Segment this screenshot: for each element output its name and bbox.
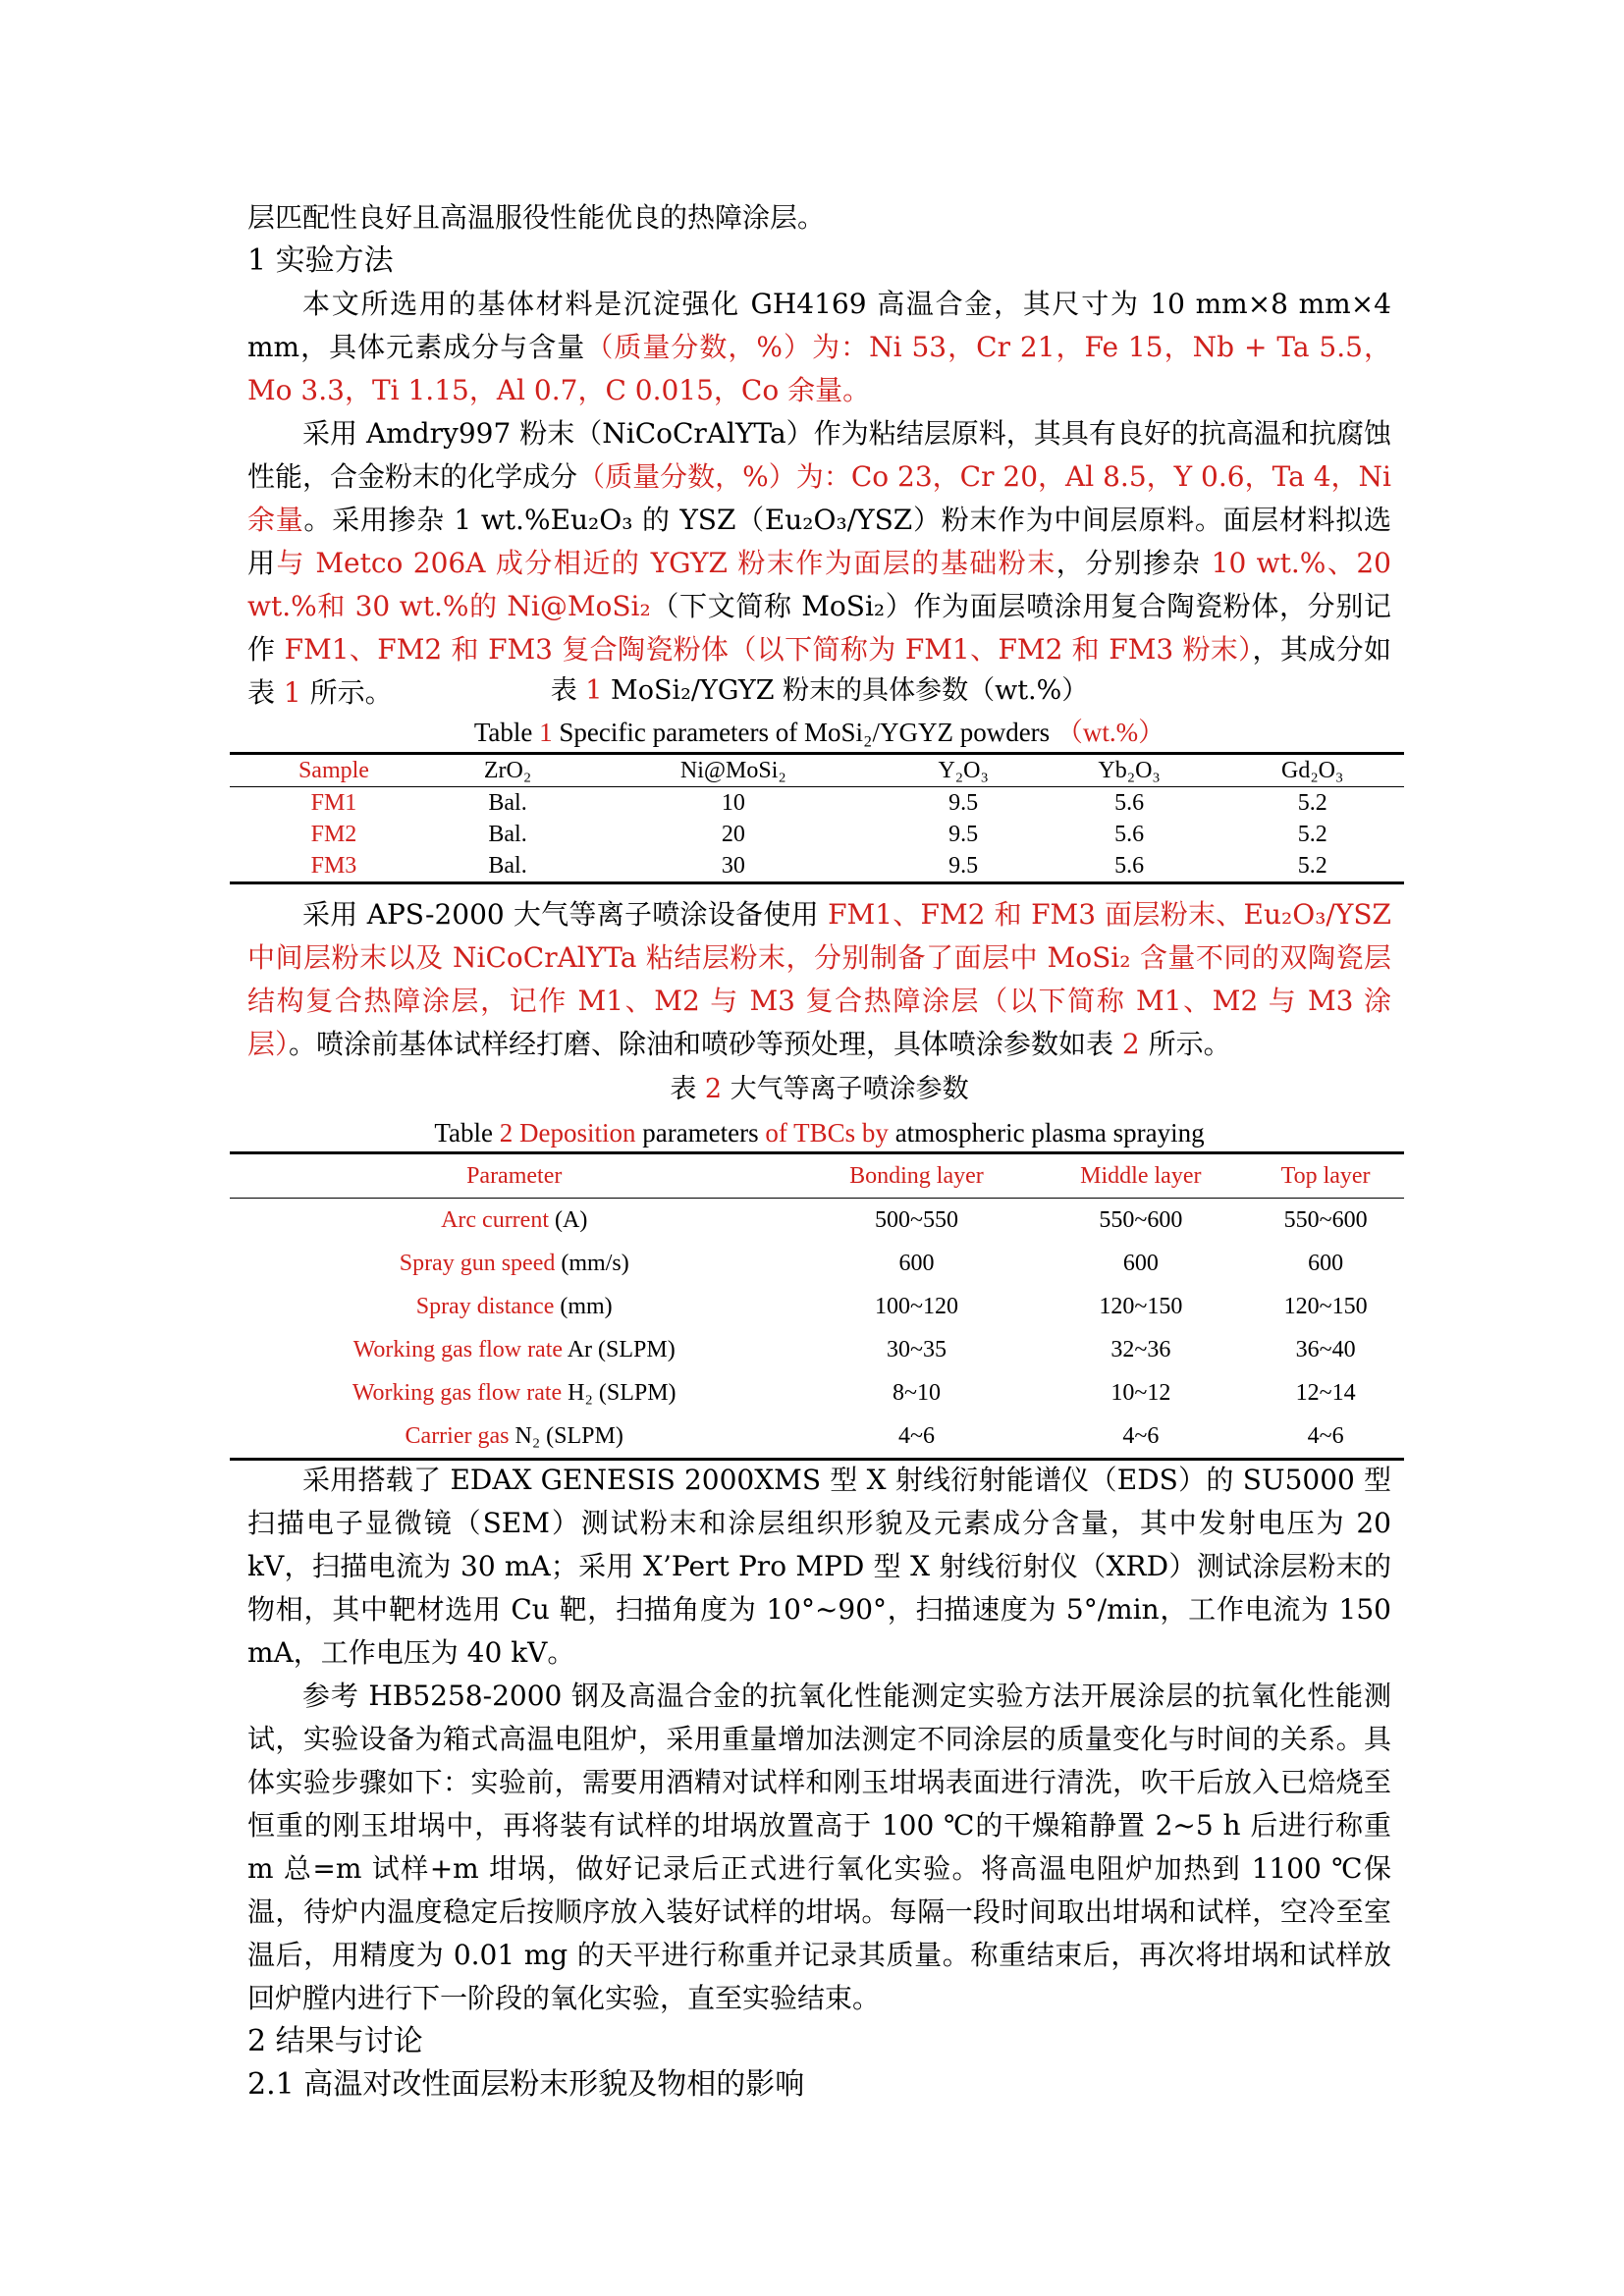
- table-row: [230, 1328, 1404, 1371]
- paragraph-powders-part: （下文简称 MoSi₂）作为面层喷涂用复合陶瓷粉体，分别记作: [247, 590, 1391, 666]
- table-header-cell: Parameter: [466, 1162, 563, 1189]
- paragraph-powders-part: （质量分数，%）为：Co 23，Cr 20，Al 8.5，Y 0.6，Ta 4，Ni 余量: [247, 460, 1391, 536]
- paragraph-powders-part: 。采用掺杂 1 wt.%Eu₂O₃ 的 YSZ（Eu₂O₃/YSZ）粉末作为中间层原料。面层材料拟选用: [247, 504, 1391, 579]
- caption-text: Specific parameters of MoSi₂/YGYZ powders: [552, 718, 1056, 747]
- table-row: [230, 850, 1404, 883]
- table-header-row: [230, 1153, 1404, 1199]
- table-cell: FM1: [310, 789, 357, 816]
- table-header-row: [230, 754, 1404, 787]
- param-unit: N₂ (SLPM): [509, 1422, 623, 1449]
- table-row: [230, 1285, 1404, 1328]
- table-1: [230, 752, 1404, 884]
- param-unit: Ar (SLPM): [563, 1336, 676, 1362]
- param-label: Working gas flow rate: [352, 1336, 564, 1362]
- paragraph-substrate: [247, 283, 1391, 412]
- table-cell: 9.5: [948, 789, 979, 816]
- caption-text: parameters: [635, 1118, 766, 1148]
- table-row: [230, 819, 1404, 850]
- table-cell: 600: [898, 1250, 935, 1276]
- table-cell: [230, 1285, 798, 1328]
- caption-text: Table: [434, 1118, 500, 1148]
- table-cell: 8~10: [892, 1379, 941, 1406]
- paragraph-powders-part: 所示。: [300, 676, 393, 709]
- caption-text: atmospheric plasma spraying: [888, 1118, 1205, 1148]
- caption-unit: （wt.%）: [1056, 718, 1165, 747]
- table-cell: 4~6: [1122, 1422, 1160, 1449]
- table-header-cell: Middle layer: [1080, 1162, 1202, 1189]
- table-cell: 500~550: [874, 1206, 958, 1233]
- section-2-1-heading: 2.1 高温对改性面层粉末形貌及物相的影响: [247, 2067, 805, 2102]
- table-cell: [230, 1415, 798, 1460]
- section-2-heading: 2 结果与讨论: [247, 2024, 423, 2058]
- table-cell: 10~12: [1110, 1379, 1171, 1406]
- table-cell: 30: [721, 852, 745, 879]
- paragraph-powders: [247, 412, 1391, 715]
- table-row: [230, 787, 1404, 820]
- table-row: [230, 1415, 1404, 1460]
- table-cell: 5.2: [1297, 852, 1327, 879]
- caption-text: 2 Deposition: [499, 1118, 636, 1148]
- table-2-caption-en: [247, 1113, 1391, 1152]
- table-cell: 30~35: [886, 1336, 947, 1362]
- paragraph-deposition-part: 所示。: [1139, 1028, 1231, 1060]
- param-label: Carrier gas: [405, 1422, 510, 1449]
- table-cell: [230, 1328, 798, 1371]
- table-cell: 10: [721, 789, 745, 816]
- caption-number: 1: [585, 675, 603, 706]
- caption-text: Table: [473, 718, 540, 747]
- intro-tail: 层匹配性良好且高温服役性能优良的热障涂层。: [247, 201, 826, 234]
- caption-number: 1: [539, 718, 553, 747]
- table-cell: 600: [1122, 1250, 1159, 1276]
- table-cell: Bal.: [488, 821, 527, 847]
- table-2-caption-cn: [247, 1070, 1391, 1109]
- table-2: [230, 1151, 1404, 1461]
- paragraph-characterization: 采用搭载了 EDAX GENESIS 2000XMS 型 X 射线衍射能谱仪（EDS）的 SU5000 型扫描电子显微镜（SEM）测试粉末和涂层组织形貌及元素成分含量，其中发射电压为 20 kV，扫描电流为 30 mA；采用 X’Pert Pro MPD 型 X 射线衍射仪（XRD）测试涂层粉末的物相，其中靶材选用 Cu 靶，扫描角度为 10°~90°，扫描速度为 5°/min，工作电流为 150 mA，工作电压为 40 kV。: [247, 1464, 1391, 1669]
- table-cell: 550~600: [1283, 1206, 1368, 1233]
- paragraph-powders-part: 采用 Amdry997 粉末（NiCoCrAlYTa）作为粘结层原料，其具有良好的抗高温和抗腐蚀性能，合金粉末的化学成分: [247, 417, 1391, 493]
- paragraph-deposition-part: 2: [1113, 1028, 1140, 1060]
- table-cell: 32~36: [1110, 1336, 1171, 1362]
- param-unit: H₂ (SLPM): [562, 1379, 677, 1406]
- paragraph-substrate-text: 本文所选用的基体材料是沉淀强化 GH4169 高温合金，其尺寸为 10 mm×8 mm×4 mm，具体元素成分与含量: [247, 288, 1391, 363]
- paragraph-deposition: [247, 893, 1391, 1066]
- paragraph-deposition-part: 。喷涂前基体试样经打磨、除油和喷砂等预处理，具体喷涂参数如表: [289, 1028, 1114, 1060]
- caption-text: 表: [550, 675, 586, 706]
- param-label: Working gas flow rate: [352, 1379, 563, 1406]
- param-unit: (mm/s): [555, 1250, 629, 1276]
- section-1-heading: 1 实验方法: [247, 243, 394, 278]
- table-header-cell: Sample: [298, 757, 369, 783]
- param-label: Spray gun speed: [399, 1250, 556, 1276]
- paragraph-powders-part: FM1、FM2 和 FM3 复合陶瓷粉体（以下简称为 FM1、FM2 和 FM3 粉末）: [275, 633, 1253, 666]
- paragraph-powders-part: ，分别掺杂: [1056, 547, 1202, 579]
- paragraph-oxidation-test: 参考 HB5258-2000 钢及高温合金的抗氧化性能测定实验方法开展涂层的抗氧化性能测试，实验设备为箱式高温电阻炉，采用重量增加法测定不同涂层的质量变化与时间的关系。具体实验步骤如下：实验前，需要用酒精对试样和刚玉坩埚表面进行清洗，吹干后放入已焙烧至恒重的刚玉坩埚中，再将装有试样的坩埚放置高于 100 ℃的干燥箱静置 2~5 h 后进行称重 m 总=m 试样+m 坩埚，做好记录后正式进行氧化实验。将高温电阻炉加热到 1100 ℃保温，待炉内温度稳定后按顺序放入装好试样的坩埚。每隔一段时间取出坩埚和试样，空冷至室温后，用精度为 0.01 mg 的天平进行称重并记录其质量。称重结束后，再次将坩埚和试样放回炉膛内进行下一阶段的氧化实验，直至实验结束。: [247, 1680, 1391, 2014]
- methods-block: [247, 1459, 1391, 2107]
- table-cell: [230, 1199, 798, 1243]
- table-cell: 5.6: [1114, 821, 1145, 847]
- table-cell: FM2: [310, 821, 357, 847]
- table-cell: 5.6: [1114, 852, 1145, 879]
- table-header-cell: Ni@MoSi₂: [679, 757, 786, 783]
- caption-text: of TBCs by: [765, 1118, 889, 1148]
- table-cell: Bal.: [488, 852, 527, 879]
- table-row: [230, 1242, 1404, 1285]
- table-cell: 100~120: [874, 1293, 958, 1319]
- table-row: [230, 1199, 1404, 1243]
- table-1-caption-cn: [247, 671, 1391, 711]
- intro-block: [247, 196, 1391, 715]
- table-1-caption-en: [247, 713, 1391, 752]
- table-header-cell: Top layer: [1280, 1162, 1371, 1189]
- deposition-block: [247, 893, 1391, 1066]
- table-cell: 5.2: [1297, 789, 1327, 816]
- table-cell: [230, 1371, 798, 1415]
- caption-number: 2: [704, 1074, 723, 1104]
- table-cell: 20: [721, 821, 745, 847]
- table-cell: 36~40: [1295, 1336, 1356, 1362]
- table-cell: 5.2: [1297, 821, 1327, 847]
- caption-text: 大气等离子喷涂参数: [722, 1074, 969, 1104]
- table-header-cell: Y₂O₃: [938, 757, 989, 783]
- caption-text: MoSi₂/YGYZ 粉末的具体参数（wt.%）: [602, 675, 1089, 706]
- paragraph-substrate-composition: （质量分数，%）为：Ni 53，Cr 21，Fe 15，Nb + Ta 5.5，Mo 3.3，Ti 1.15，Al 0.7，C 0.015，Co 余量。: [247, 331, 1391, 406]
- table-header-cell: Yb₂O₃: [1098, 757, 1161, 783]
- table-cell: FM3: [310, 852, 357, 879]
- table-row: [230, 1371, 1404, 1415]
- paragraph-powders-part: 10 wt.%、20 wt.%和 30 wt.%的 Ni@MoSi₂: [247, 547, 1391, 622]
- paragraph-powders-part: 1: [275, 676, 301, 709]
- param-unit: (A): [549, 1206, 588, 1233]
- table-cell: [230, 1242, 798, 1285]
- table-cell: 4~6: [897, 1422, 935, 1449]
- table-header-cell: ZrO₂: [483, 757, 532, 783]
- param-label: Arc current: [441, 1206, 549, 1233]
- table-cell: 120~150: [1283, 1293, 1368, 1319]
- table-header-cell: Bonding layer: [849, 1162, 984, 1189]
- table-cell: Bal.: [488, 789, 527, 816]
- table-header-cell: Gd₂O₃: [1280, 757, 1344, 783]
- table-cell: 120~150: [1099, 1293, 1183, 1319]
- paragraph-powders-part: 与 Metco 206A 成分相近的 YGYZ 粉末作为面层的基础粉末: [276, 547, 1056, 579]
- table-cell: 550~600: [1099, 1206, 1183, 1233]
- table-cell: 5.6: [1114, 789, 1145, 816]
- table-cell: 9.5: [948, 852, 979, 879]
- table-cell: 9.5: [948, 821, 979, 847]
- param-label: Spray distance: [415, 1293, 555, 1319]
- param-unit: (mm): [554, 1293, 613, 1319]
- paragraph-powders-part: ，其成分如表: [247, 633, 1391, 709]
- paragraph-deposition-part: 采用 APS-2000 大气等离子喷涂设备使用: [302, 898, 819, 931]
- paragraph-deposition-part: FM1、FM2 和 FM3 面层粉末、Eu₂O₃/YSZ 中间层粉末以及 NiCoCrAlYTa 粘结层粉末，分别制备了面层中 MoSi₂ 含量不同的双陶瓷层结构复合热障涂层，记作 M1、M2 与 M3 复合热障涂层（以下简称 M1、M2 与 M3 涂层）: [247, 898, 1391, 1060]
- table-cell: 600: [1308, 1250, 1344, 1276]
- table-cell: 4~6: [1307, 1422, 1344, 1449]
- table-cell: 12~14: [1295, 1379, 1356, 1406]
- caption-text: 表: [670, 1074, 705, 1104]
